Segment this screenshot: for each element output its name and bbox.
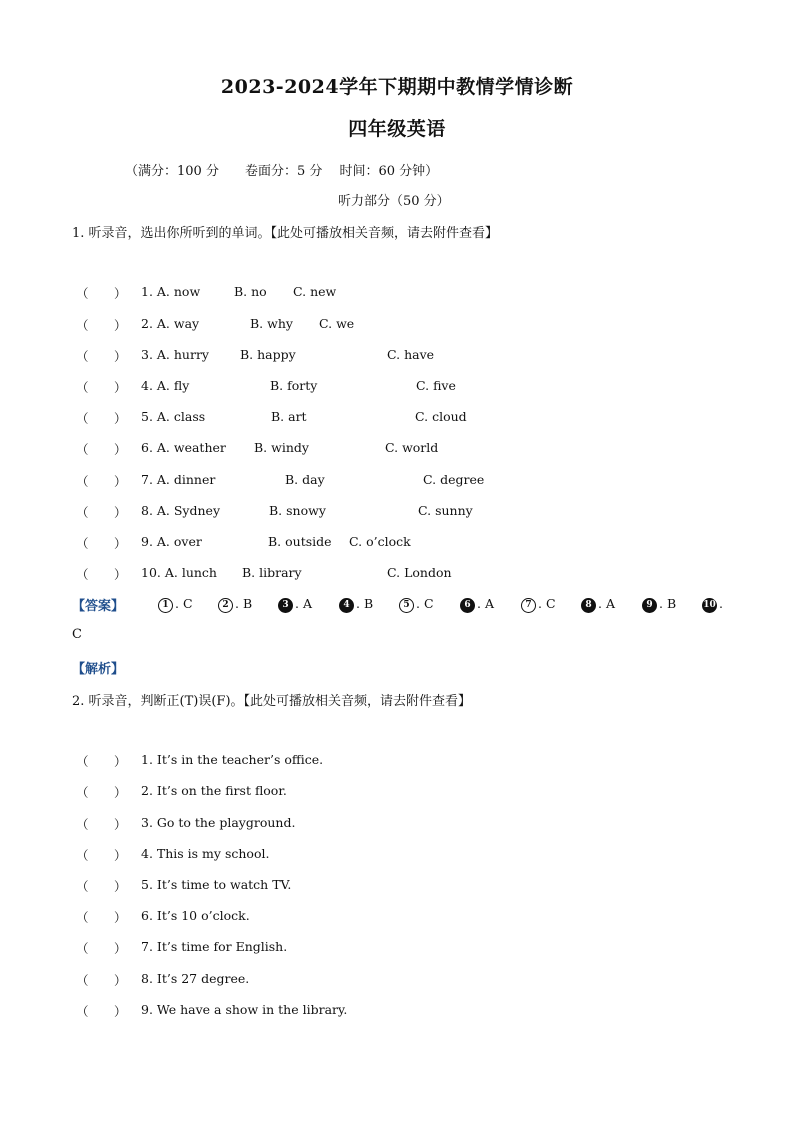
- answer-paren-open: （: [76, 380, 89, 395]
- statement-text: 3. Go to the playground.: [141, 815, 296, 830]
- answer-value: . C: [538, 596, 556, 611]
- answer-value: . A: [477, 596, 494, 611]
- option-b: B. day: [285, 472, 325, 487]
- answer-item: [399, 596, 434, 613]
- answer-paren-open: （: [76, 848, 89, 863]
- option-c: C. have: [387, 347, 435, 362]
- page-title: 2023-2024学年下期期中教情学情诊断: [220, 76, 574, 98]
- list-item: [0, 815, 794, 833]
- exam-meta: （满分：100 分 卷面分：5 分 时间：60 分钟）: [125, 164, 439, 179]
- circled-number-icon: 1: [158, 598, 173, 613]
- statement-text: 8. It’s 27 degree.: [141, 971, 250, 986]
- answer-item: [339, 596, 373, 613]
- answer-paren-close: ）: [114, 536, 127, 551]
- list-item: [0, 877, 794, 895]
- answer-paren-open: （: [76, 941, 89, 956]
- answer-value: . A: [598, 596, 615, 611]
- statement-text: 5. It’s time to watch TV.: [141, 877, 292, 892]
- answer-value: . B: [235, 596, 253, 611]
- answer-paren-close: ）: [114, 941, 127, 956]
- option-b: B. why: [250, 316, 293, 331]
- table-row: [0, 534, 794, 552]
- option-c: C. degree: [423, 472, 485, 487]
- list-item: [0, 752, 794, 770]
- option-c: C. world: [385, 440, 439, 455]
- answer-paren-open: （: [76, 1004, 89, 1019]
- answer-value: . A: [295, 596, 312, 611]
- circled-number-icon: 3: [278, 598, 293, 613]
- answer-paren-open: （: [76, 567, 89, 582]
- answer-paren-open: （: [76, 910, 89, 925]
- answer-paren-close: ）: [114, 973, 127, 988]
- option-a: 8. A. Sydney: [141, 503, 221, 518]
- answer-paren-open: （: [76, 754, 89, 769]
- answer-paren-close: ）: [114, 754, 127, 769]
- answer-paren-close: ）: [114, 411, 127, 426]
- list-item: [0, 846, 794, 864]
- section-heading: 听力部分（50 分）: [338, 194, 450, 209]
- answer-item: [278, 596, 312, 613]
- answer-value: .: [719, 596, 723, 611]
- statement-text: 9. We have a show in the library.: [141, 1002, 348, 1017]
- option-a: 10. A. lunch: [141, 565, 217, 580]
- option-b: B. windy: [254, 440, 309, 455]
- statement-text: 7. It’s time for English.: [141, 939, 288, 954]
- circled-number-icon: 10: [702, 598, 717, 613]
- list-item: [0, 783, 794, 801]
- answer-paren-close: ）: [114, 505, 127, 520]
- option-a: 1. A. now: [141, 284, 201, 299]
- answer-item: [460, 596, 494, 613]
- answer-paren-close: ）: [114, 474, 127, 489]
- list-item: [0, 971, 794, 989]
- circled-number-icon: 6: [460, 598, 475, 613]
- circled-number-icon: 5: [399, 598, 414, 613]
- table-row: [0, 565, 794, 583]
- answer-paren-close: ）: [114, 785, 127, 800]
- option-c: C. five: [416, 378, 456, 393]
- answer-item: [702, 596, 723, 613]
- answer-item: [642, 596, 676, 613]
- option-a: 7. A. dinner: [141, 472, 216, 487]
- table-row: [0, 409, 794, 427]
- statement-text: 1. It’s in the teacher’s office.: [141, 752, 324, 767]
- answer-value: . B: [659, 596, 677, 611]
- answer-paren-open: （: [76, 442, 89, 457]
- analysis-label: 【解析】: [72, 662, 125, 677]
- answer-value: . C: [175, 596, 193, 611]
- answer-paren-close: ）: [114, 380, 127, 395]
- answer-paren-open: （: [76, 879, 89, 894]
- answer-item: [158, 596, 193, 613]
- answer-paren-open: （: [76, 349, 89, 364]
- option-a: 3. A. hurry: [141, 347, 209, 362]
- question-2-prompt: 2. 听录音，判断正(T)误(F)。【此处可播放相关音频，请去附件查看】: [72, 694, 472, 709]
- answer-paren-close: ）: [114, 349, 127, 364]
- answer-paren-open: （: [76, 973, 89, 988]
- answer-label: 【答案】: [72, 599, 125, 614]
- answer-paren-close: ）: [114, 910, 127, 925]
- option-c: C. cloud: [415, 409, 467, 424]
- answer-paren-open: （: [76, 536, 89, 551]
- answer-paren-open: （: [76, 474, 89, 489]
- page-subtitle: 四年级英语: [348, 118, 446, 140]
- circled-number-icon: 2: [218, 598, 233, 613]
- table-row: [0, 347, 794, 365]
- table-row: [0, 378, 794, 396]
- answer-paren-close: ）: [114, 879, 127, 894]
- option-a: 6. A. weather: [141, 440, 226, 455]
- answer-paren-close: ）: [114, 442, 127, 457]
- circled-number-icon: 4: [339, 598, 354, 613]
- option-a: 2. A. way: [141, 316, 200, 331]
- statement-text: 6. It’s 10 o’clock.: [141, 908, 250, 923]
- option-a: 5. A. class: [141, 409, 206, 424]
- option-b: B. snowy: [269, 503, 326, 518]
- answer-item: [521, 596, 556, 613]
- answer-value: . B: [356, 596, 374, 611]
- option-b: B. no: [234, 284, 267, 299]
- table-row: [0, 316, 794, 334]
- statement-text: 4. This is my school.: [141, 846, 270, 861]
- statement-text: 2. It’s on the first floor.: [141, 783, 287, 798]
- table-row: [0, 503, 794, 521]
- answer-paren-open: （: [76, 817, 89, 832]
- option-c: C. London: [387, 565, 452, 580]
- answer-paren-close: ）: [114, 318, 127, 333]
- table-row: [0, 284, 794, 302]
- circled-number-icon: 7: [521, 598, 536, 613]
- option-b: B. library: [242, 565, 302, 580]
- answer-paren-close: ）: [114, 817, 127, 832]
- list-item: [0, 939, 794, 957]
- circled-number-icon: 9: [642, 598, 657, 613]
- answer-value: . C: [416, 596, 434, 611]
- answer-paren-open: （: [76, 318, 89, 333]
- option-c: C. o’clock: [349, 534, 411, 549]
- answer-paren-close: ）: [114, 286, 127, 301]
- option-c: C. new: [293, 284, 337, 299]
- option-b: B. forty: [270, 378, 318, 393]
- answer-paren-open: （: [76, 785, 89, 800]
- question-1-prompt: 1. 听录音，选出你所听到的单词。【此处可播放相关音频，请去附件查看】: [72, 226, 499, 241]
- answer-paren-close: ）: [114, 1004, 127, 1019]
- list-item: [0, 1002, 794, 1020]
- option-a: 9. A. over: [141, 534, 202, 549]
- answer-paren-close: ）: [114, 848, 127, 863]
- answer-item: [581, 596, 615, 613]
- option-b: B. art: [271, 409, 307, 424]
- answer-paren-open: （: [76, 505, 89, 520]
- list-item: [0, 908, 794, 926]
- answer-paren-open: （: [76, 411, 89, 426]
- option-c: C. sunny: [418, 503, 473, 518]
- answer-paren-open: （: [76, 286, 89, 301]
- answer-paren-close: ）: [114, 567, 127, 582]
- option-c: C. we: [319, 316, 355, 331]
- option-b: B. happy: [240, 347, 296, 362]
- table-row: [0, 472, 794, 490]
- table-row: [0, 440, 794, 458]
- answer-item: [218, 596, 252, 613]
- option-a: 4. A. fly: [141, 378, 190, 393]
- answer-wrap-text: C: [72, 627, 82, 642]
- option-b: B. outside: [268, 534, 332, 549]
- circled-number-icon: 8: [581, 598, 596, 613]
